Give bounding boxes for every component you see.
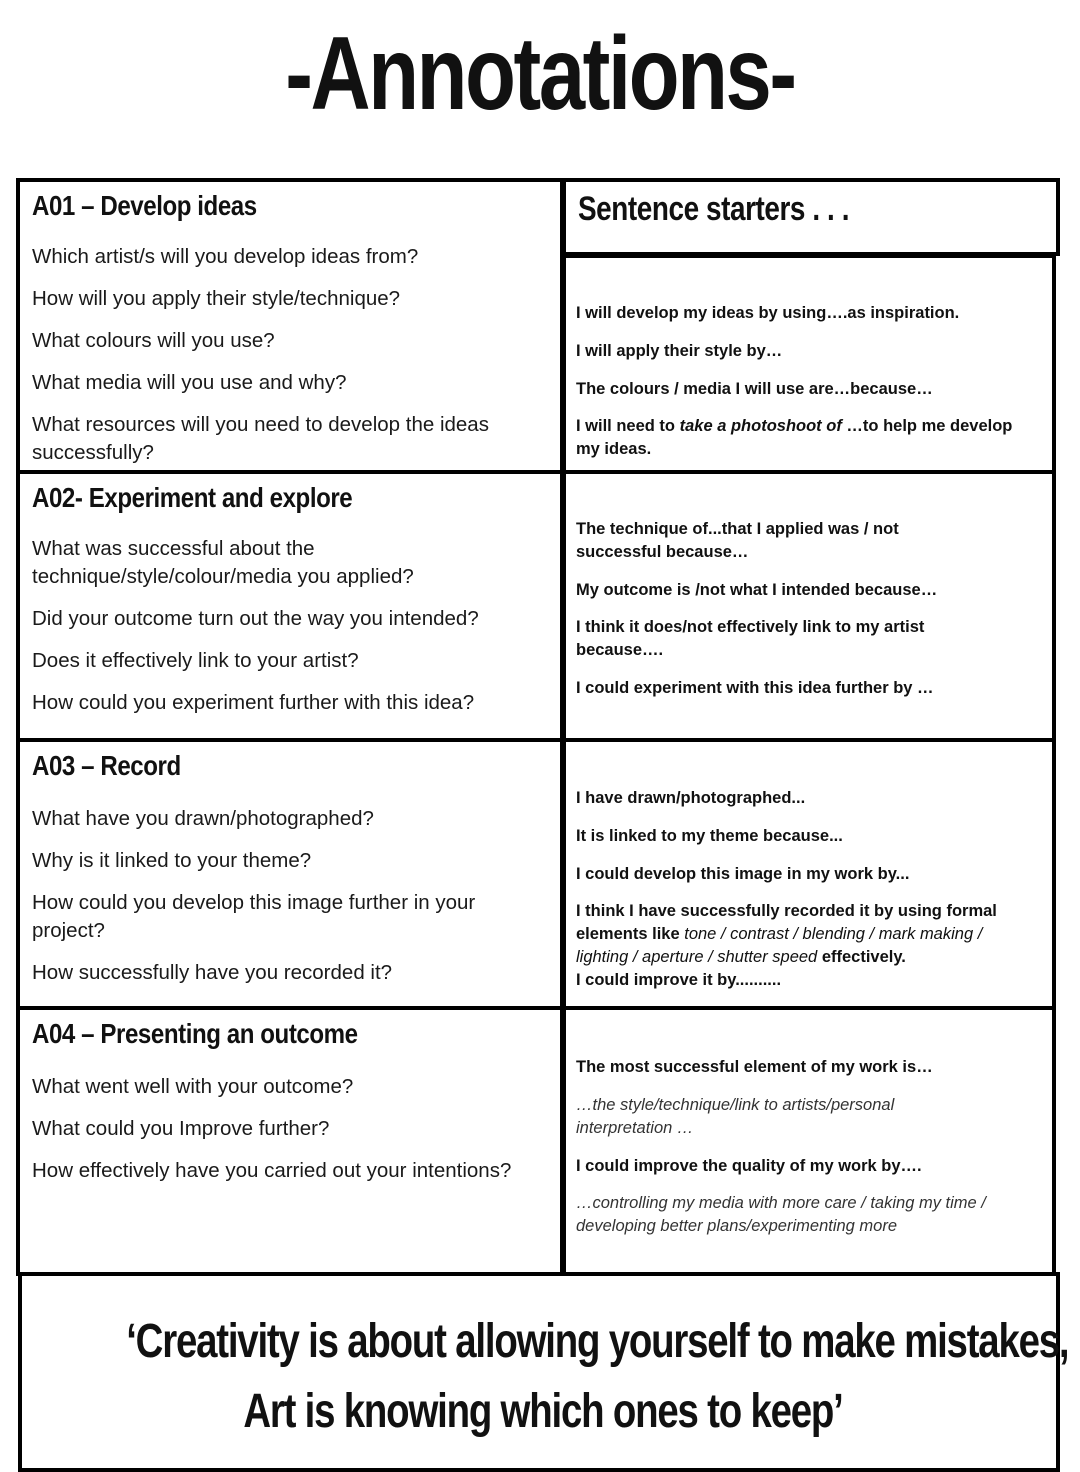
- starter-text: I will need to: [576, 417, 680, 435]
- starter-text: …to help me develop my ideas.: [576, 417, 1013, 458]
- starter-emphasis: take a photoshoot of: [679, 417, 842, 435]
- quote-line-1: ‘Creativity is about allowing yourself to make mistakes,: [126, 1315, 1069, 1368]
- a01-question: Which artist/s will you develop ideas from?: [32, 245, 419, 268]
- starter-line: I could experiment with this idea further by …: [576, 679, 934, 697]
- starter-line: The most successful element of my work is…: [576, 1058, 933, 1076]
- a01-questions-box: [16, 178, 564, 474]
- a04-heading: A04 – Presenting an outcome: [32, 1018, 358, 1049]
- a02-question: Does it effectively link to your artist?: [32, 649, 359, 672]
- a01-starters-box: [562, 254, 1056, 474]
- starter-emphasis: tone / contrast / blending / mark making / lighting / aperture / shutter speed: [576, 925, 983, 966]
- a03-heading: A03 – Record: [32, 750, 181, 781]
- starter-line: The colours / media I will use are…because…: [576, 380, 933, 398]
- a02-questions-box: [16, 470, 564, 742]
- a01-question: What media will you use and why?: [32, 371, 347, 394]
- a03-question: Why is it linked to your theme?: [32, 849, 312, 872]
- a02-heading: A02- Experiment and explore: [32, 482, 353, 513]
- starter-line: [576, 415, 1016, 461]
- a03-questions-box: [16, 738, 564, 1010]
- a01-question: What colours will you use?: [32, 329, 275, 352]
- starter-line: I will develop my ideas by using….as inspiration.: [576, 304, 960, 322]
- a03-question: What have you drawn/photographed?: [32, 807, 374, 830]
- starter-line: I could develop this image in my work by...: [576, 865, 910, 883]
- starter-line: It is linked to my theme because...: [576, 827, 843, 845]
- starter-text: I think I have successfully recorded it by using formal elements like: [576, 902, 997, 943]
- a02-question: Did your outcome turn out the way you intended?: [32, 607, 479, 630]
- starter-line: I could improve it by..........: [576, 971, 782, 989]
- starter-example: …controlling my media with more care / taking my time / developing better plans/experimenting more: [576, 1194, 986, 1235]
- starter-line: I have drawn/photographed...: [576, 789, 806, 807]
- starter-line: I will apply their style by…: [576, 342, 783, 360]
- a04-questions-box: [16, 1006, 564, 1276]
- a03-question: How successfully have you recorded it?: [32, 961, 393, 984]
- a03-question: How could you develop this image further in your project?: [32, 891, 476, 942]
- a04-question: What could you Improve further?: [32, 1117, 330, 1140]
- starter-line: I could improve the quality of my work by….: [576, 1157, 922, 1175]
- page-title: -Annotations-: [285, 16, 795, 132]
- a01-heading: A01 – Develop ideas: [32, 190, 257, 221]
- a04-question: How effectively have you carried out your intentions?: [32, 1159, 512, 1182]
- a04-starters-box: [562, 1006, 1056, 1276]
- starter-line: The technique of...that I applied was / not successful because…: [576, 520, 899, 561]
- a04-question: What went well with your outcome?: [32, 1075, 354, 1098]
- starter-example: …the style/technique/link to artists/personal interpretation …: [576, 1096, 895, 1137]
- starter-line: My outcome is /not what I intended because…: [576, 581, 938, 599]
- a02-question: How could you experiment further with this idea?: [32, 691, 475, 714]
- a03-starters-box: [562, 738, 1056, 1010]
- a01-question: What resources will you need to develop the ideas successfully?: [32, 413, 489, 464]
- a01-question: How will you apply their style/technique?: [32, 287, 401, 310]
- starters-title-box: [562, 178, 1060, 256]
- a02-question: What was successful about the technique/style/colour/media you applied?: [32, 537, 414, 588]
- a02-starters-box: [562, 470, 1056, 742]
- starter-line: [576, 900, 1028, 969]
- quote-line-2: Art is knowing which ones to keep’: [243, 1385, 843, 1438]
- starter-line: I think it does/not effectively link to my artist because….: [576, 618, 925, 659]
- starter-text: effectively.: [817, 948, 906, 966]
- quote-box: [18, 1272, 1069, 1472]
- starters-title: Sentence starters . . .: [578, 190, 850, 228]
